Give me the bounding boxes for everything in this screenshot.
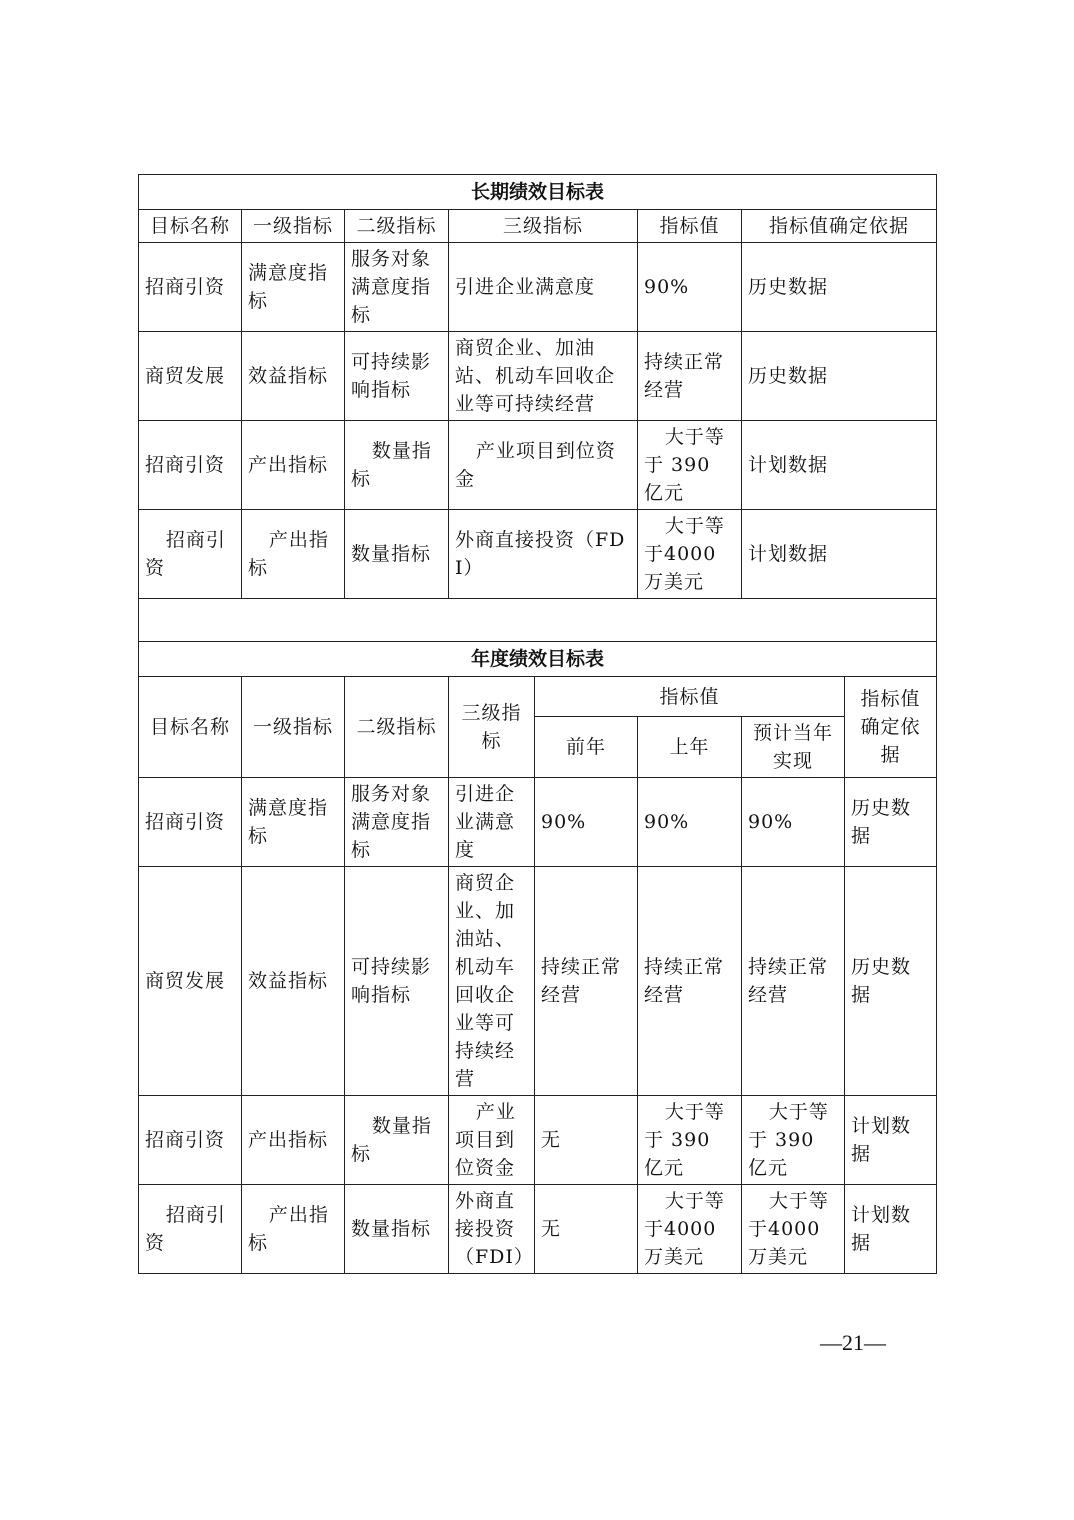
- lt-cell: 商贸发展: [139, 332, 242, 421]
- table-row: [139, 243, 937, 332]
- lt-cell: 满意度指标: [242, 243, 345, 332]
- an-cell: 持续正常经营: [742, 867, 845, 1096]
- an-header-this-year: 预计当年实现: [742, 717, 845, 778]
- lt-cell: 90%: [638, 243, 742, 332]
- an-header-level3: 三级指标: [449, 677, 535, 778]
- long-term-title-row: [139, 175, 937, 210]
- lt-header-level1: 一级指标: [242, 210, 345, 243]
- an-cell: 大于等于4000万美元: [742, 1185, 845, 1274]
- blank-cell: [139, 599, 937, 642]
- an-cell: 计划数据: [845, 1096, 937, 1185]
- an-cell: 满意度指标: [242, 778, 345, 867]
- an-cell: 历史数据: [845, 867, 937, 1096]
- an-cell: 产出指标: [242, 1185, 345, 1274]
- an-cell: 招商引资: [139, 778, 242, 867]
- annual-header-row: [139, 677, 937, 717]
- lt-cell: 数量指标: [345, 510, 449, 599]
- an-cell: 大于等于 390 亿元: [638, 1096, 742, 1185]
- an-header-target-name: 目标名称: [139, 677, 242, 778]
- an-cell: 产出指标: [242, 1096, 345, 1185]
- an-cell: 产业项目到位资金: [449, 1096, 535, 1185]
- an-cell: 招商引资: [139, 1185, 242, 1274]
- table-row: [139, 421, 937, 510]
- an-cell: 数量指标: [345, 1185, 449, 1274]
- lt-header-basis: 指标值确定依据: [742, 210, 937, 243]
- lt-cell: 历史数据: [742, 332, 937, 421]
- an-cell: 数量指标: [345, 1096, 449, 1185]
- an-cell: 90%: [535, 778, 638, 867]
- lt-cell: 商贸企业、加油站、机动车回收企业等可持续经营: [449, 332, 638, 421]
- an-header-last-year: 上年: [638, 717, 742, 778]
- an-cell: 大于等于4000万美元: [638, 1185, 742, 1274]
- table-row: [139, 332, 937, 421]
- page-number: —21—: [820, 1330, 886, 1355]
- lt-cell: 引进企业满意度: [449, 243, 638, 332]
- annual-title: 年度绩效目标表: [139, 642, 937, 677]
- an-cell: 大于等于 390 亿元: [742, 1096, 845, 1185]
- table-row: [139, 1185, 937, 1274]
- lt-cell: 效益指标: [242, 332, 345, 421]
- an-header-value-group: 指标值: [535, 677, 845, 717]
- lt-cell: 计划数据: [742, 510, 937, 599]
- an-cell: 90%: [638, 778, 742, 867]
- lt-cell: 计划数据: [742, 421, 937, 510]
- an-cell: 引进企业满意度: [449, 778, 535, 867]
- an-cell: 商贸发展: [139, 867, 242, 1096]
- table-row: [139, 778, 937, 867]
- lt-cell: 服务对象满意度指标: [345, 243, 449, 332]
- lt-header-value: 指标值: [638, 210, 742, 243]
- lt-cell: 大于等于 390 亿元: [638, 421, 742, 510]
- lt-header-level3: 三级指标: [449, 210, 638, 243]
- an-cell: 计划数据: [845, 1185, 937, 1274]
- an-header-level2: 二级指标: [345, 677, 449, 778]
- lt-cell: 产业项目到位资金: [449, 421, 638, 510]
- an-cell: 服务对象满意度指标: [345, 778, 449, 867]
- an-header-basis: 指标值确定依据: [845, 677, 937, 778]
- an-header-level1: 一级指标: [242, 677, 345, 778]
- lt-cell: 招商引资: [139, 510, 242, 599]
- lt-cell: 持续正常经营: [638, 332, 742, 421]
- lt-cell: 可持续影响指标: [345, 332, 449, 421]
- table-row: [139, 510, 937, 599]
- spacer-row: [139, 599, 937, 642]
- performance-tables: [138, 174, 936, 1274]
- an-cell: 外商直接投资（FDI）: [449, 1185, 535, 1274]
- table-row: [139, 1096, 937, 1185]
- lt-cell: 招商引资: [139, 421, 242, 510]
- long-term-header-row: [139, 210, 937, 243]
- lt-cell: 历史数据: [742, 243, 937, 332]
- lt-cell: 招商引资: [139, 243, 242, 332]
- an-cell: 招商引资: [139, 1096, 242, 1185]
- lt-cell: 数量指标: [345, 421, 449, 510]
- lt-cell: 外商直接投资（FDI）: [449, 510, 638, 599]
- lt-cell: 大于等于4000万美元: [638, 510, 742, 599]
- an-cell: 无: [535, 1185, 638, 1274]
- an-cell: 历史数据: [845, 778, 937, 867]
- lt-cell: 产出指标: [242, 510, 345, 599]
- an-cell: 无: [535, 1096, 638, 1185]
- an-cell: 持续正常经营: [638, 867, 742, 1096]
- an-cell: 效益指标: [242, 867, 345, 1096]
- an-cell: 可持续影响指标: [345, 867, 449, 1096]
- an-header-prev-year: 前年: [535, 717, 638, 778]
- lt-header-level2: 二级指标: [345, 210, 449, 243]
- an-cell: 商贸企业、加油站、机动车回收企业等可持续经营: [449, 867, 535, 1096]
- an-cell: 90%: [742, 778, 845, 867]
- table-row: [139, 867, 937, 1096]
- lt-header-target-name: 目标名称: [139, 210, 242, 243]
- performance-table: [138, 174, 937, 1274]
- long-term-title: 长期绩效目标表: [139, 175, 937, 210]
- lt-cell: 产出指标: [242, 421, 345, 510]
- an-cell: 持续正常经营: [535, 867, 638, 1096]
- annual-title-row: [139, 642, 937, 677]
